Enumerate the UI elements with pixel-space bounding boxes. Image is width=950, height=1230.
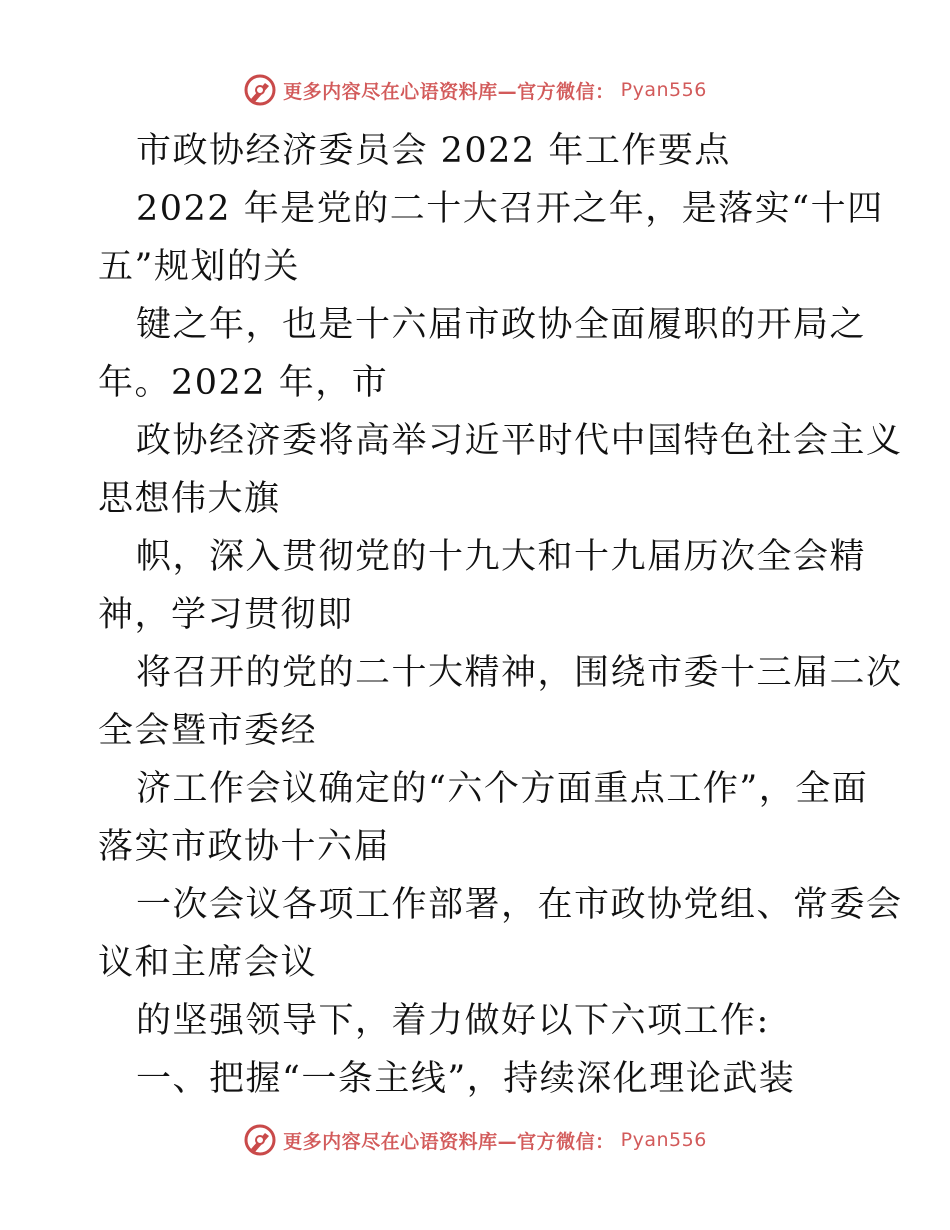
document-line: 议和主席会议 (98, 943, 318, 983)
header-watermark (0, 70, 950, 110)
watermark-text: 更多内容尽在心语资料库—官方微信： (283, 80, 615, 103)
document-line: 一、把握“一条主线”，持续深化理论武装 (136, 1059, 796, 1099)
document-line: 的坚强领导下，着力做好以下六项工作: (136, 1001, 770, 1041)
document-line: 市政协经济委员会 2022 年工作要点 (136, 131, 731, 171)
watermark-wechat-id: Pyan556 (620, 1129, 707, 1151)
document-line: 帜，深入贯彻党的十九大和十九届历次全会精 (136, 537, 867, 577)
document-line: 政协经济委将高举习近平时代中国特色社会主义 (136, 421, 903, 461)
watermark-text: 更多内容尽在心语资料库—官方微信： (283, 1130, 615, 1153)
document-line: 济工作会议确定的“六个方面重点工作”，全面 (136, 769, 869, 809)
document-body (98, 122, 903, 1108)
document-line: 一次会议各项工作部署，在市政协党组、常委会 (136, 885, 903, 925)
footer-watermark (0, 1120, 950, 1160)
document-line: 五”规划的关 (98, 247, 300, 287)
document-line: 思想伟大旗 (98, 479, 281, 519)
document-line: 年。2022 年，市 (98, 363, 389, 403)
document-line: 将召开的党的二十大精神，围绕市委十三届二次 (136, 653, 903, 693)
document-line: 2022 年是党的二十大召开之年，是落实“十四 (136, 189, 884, 229)
document-line: 键之年，也是十六届市政协全面履职的开局之 (136, 305, 867, 345)
watermark-wechat-id: Pyan556 (620, 79, 707, 101)
document-line: 全会暨市委经 (98, 711, 318, 751)
pen-seal-icon (243, 73, 277, 107)
document-line: 神，学习贯彻即 (98, 595, 354, 635)
pen-seal-icon (243, 1123, 277, 1157)
document-line: 落实市政协十六届 (98, 827, 391, 867)
